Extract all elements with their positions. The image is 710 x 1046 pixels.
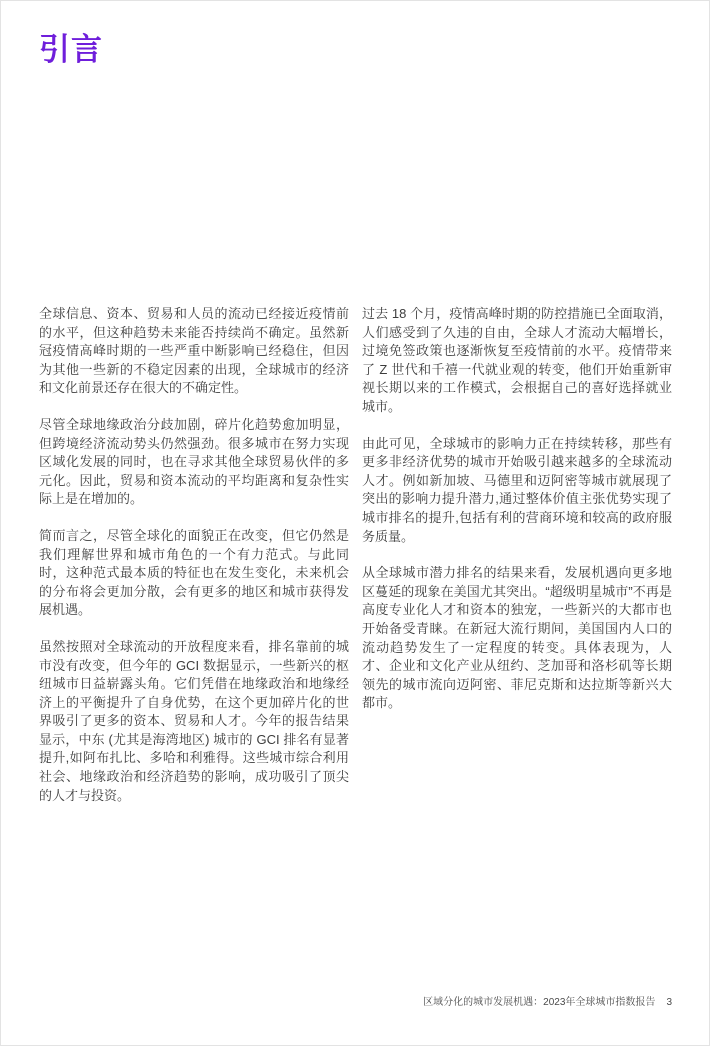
body-columns (39, 305, 672, 823)
body-paragraph: 全球信息、资本、贸易和人员的流动已经接近疫情前的水平，但这种趋势未来能否持续尚不确定。虽然新冠疫情高峰时期的一些严重中断影响已经稳住，但因为其他一些新的不稳定因素的出现，全球城市的经济和文化前景还存在很大的不确定性。 (39, 306, 349, 396)
footer-page-number: 3 (666, 997, 672, 1008)
body-paragraph: 从全球城市潜力排名的结果来看，发展机遇向更多地区蔓延的现象在美国尤其突出。“超级明星城市”不再是高度专业化人才和资本的独宠，一些新兴的大都市也开始备受青睐。在新冠大流行期间，美国国内人口的流动趋势发生了一定程度的转变。具体表现为，人才、企业和文化产业从纽约、芝加哥和洛杉矶等长期领先的城市流向迈阿密、菲尼克斯和达拉斯等新兴大都市。 (362, 565, 672, 711)
right-column (362, 305, 672, 823)
footer-report-title: 区域分化的城市发展机遇：2023年全球城市指数报告 (423, 997, 656, 1008)
left-column (39, 305, 349, 823)
page-footer (423, 996, 672, 1009)
body-paragraph: 虽然按照对全球流动的开放程度来看，排名靠前的城市没有改变，但今年的 GCI 数据显示，一些新兴的枢纽城市日益崭露头角。它们凭借在地缘政治和地缘经济上的平衡提升了自身优势，在这个更加碎片化的世界吸引了更多的资本、贸易和人才。今年的报告结果显示，中东 (尤其是海湾地区) 城市的 GCI 排名有显著提升,如阿布扎比、多哈和利雅得。这些城市综合利用社会、地缘政治和经济趋势的影响，成功吸引了顶尖的人才与投资。 (39, 638, 349, 803)
page-title: 引言 (39, 32, 103, 67)
body-paragraph: 由此可见，全球城市的影响力正在持续转移，那些有更多非经济优势的城市开始吸引越来越多的全球流动人才。例如新加坡、马德里和迈阿密等城市就展现了突出的影响力提升潜力,通过整体价值主张优势实现了城市排名的提升,包括有利的营商环境和较高的政府服务质量。 (362, 435, 672, 544)
body-paragraph: 过去 18 个月，疫情高峰时期的防控措施已全面取消，人们感受到了久违的自由，全球人才流动大幅增长，过境免签政策也逐渐恢复至疫情前的水平。疫情带来了 Z 世代和千禧一代就业观的转变，他们开始重新审视长期以来的工作模式，会根据自己的喜好选择就业城市。 (362, 306, 672, 414)
body-paragraph: 尽管全球地缘政治分歧加剧，碎片化趋势愈加明显，但跨境经济流动势头仍然强劲。很多城市在努力实现区域化发展的同时，也在寻求其他全球贸易伙伴的多元化。因此，贸易和资本流动的平均距离和复杂性实际上是在增加的。 (39, 416, 349, 507)
body-paragraph: 简而言之，尽管全球化的面貌正在改变，但它仍然是我们理解世界和城市角色的一个有力范式。与此同时，这种范式最本质的特征也在发生变化，未来机会的分布将会更加分散，会有更多的地区和城市获得发展机遇。 (39, 527, 349, 618)
